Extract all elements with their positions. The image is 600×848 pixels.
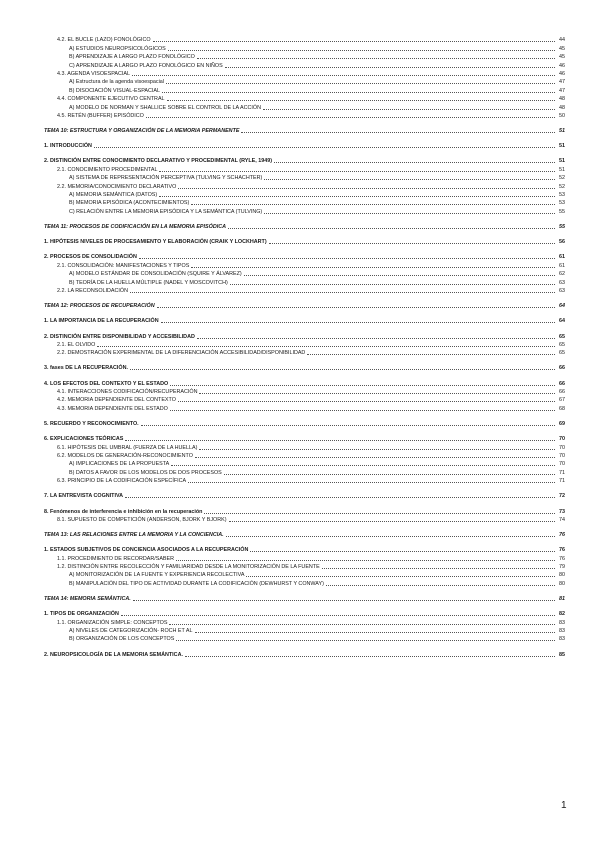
toc-entry-label: B) MANIPULACIÓN DEL TIPO DE ACTIVIDAD DURANTE LA CODIFICACIÓN (DEWHURST Y CONWAY) [69, 580, 324, 587]
dot-leader [176, 559, 555, 561]
toc-entry-label: TEMA 13: LAS RELACIONES ENTRE LA MEMORIA Y LA CONCIENCIA. [44, 532, 224, 539]
toc-entry-label: A) NIVELES DE CATEGORIZACIÓN- ROCH ET AL [69, 628, 193, 635]
toc-entry-page: 56 [559, 239, 565, 246]
dot-leader [133, 599, 555, 601]
toc-entry-label: 6. EXPLICACIONES TEÓRICAS [44, 436, 124, 443]
toc-entry[interactable] [44, 191, 565, 199]
dot-leader [166, 82, 555, 84]
toc-entry-page: 62 [559, 271, 565, 278]
toc-entry[interactable] [44, 70, 565, 78]
toc-entry-label: 4.3. MEMORIA DEPENDIENTE DEL ESTADO [57, 405, 168, 412]
toc-entry-label: 8.1. SUPUESTO DE COMPETICIÓN (ANDERSON, BJORK Y BJORK) [57, 516, 227, 523]
dot-leader [226, 535, 555, 537]
toc-entry-label: 2.2. LA RECONSOLIDACIÓN [57, 287, 128, 294]
toc-entry[interactable] [44, 492, 565, 500]
toc-chapter-entry[interactable] [44, 531, 565, 539]
toc-entry-label: C) APRENDIZAJE A LARGO PLAZO FONOLÓGICO EN NIÑOS [69, 62, 223, 69]
dot-leader [195, 631, 555, 633]
toc-entry[interactable] [44, 516, 565, 524]
toc-entry-label: B) DATOS A FAVOR DE LOS MODELOS DE DOS PROCESOS [69, 469, 222, 476]
toc-entry-label: B) DISOCIACIÓN VISUAL-ESPACIAL [69, 87, 160, 94]
toc-entry-label: A) MODELO ESTÁNDAR DE CONSOLIDACIÓN (SQUIRE Y ÁLVAREZ) [69, 271, 242, 278]
dot-leader [264, 178, 555, 180]
toc-entry[interactable] [44, 379, 565, 387]
toc-entry-page: 69 [559, 421, 565, 428]
toc-entry-label: 2.1. CONSOLIDACIÓN: MANIFESTACIONES Y TIPOS [57, 262, 190, 269]
dot-leader [171, 464, 555, 466]
toc-entry[interactable] [44, 452, 565, 460]
dot-leader [169, 623, 555, 625]
toc-entry[interactable] [44, 468, 565, 476]
toc-entry-label: 1.2. DISTINCIÓN ENTRE RECOLECCIÓN Y FAMILIARIDAD DESDE LA MONITORIZACIÓN DE LA FUENTE [57, 564, 320, 571]
toc-entry-label: 2. NEUROPSICOLOGÍA DE LA MEMORIA SEMÁNTICA. [44, 651, 183, 658]
dot-leader [230, 283, 555, 285]
toc-entry-page: 46 [559, 70, 565, 77]
toc-entry-page: 44 [559, 37, 565, 44]
toc-entry-label: B) ORGANIZACIÓN DE LOS CONCEPTOS [69, 636, 175, 643]
toc-entry-page: 51 [559, 143, 565, 150]
toc-entry[interactable] [44, 61, 565, 69]
toc-entry-page: 47 [559, 87, 565, 94]
toc-entry-page: 83 [559, 628, 565, 635]
dot-leader [224, 473, 555, 475]
toc-entry-page: 45 [559, 45, 565, 52]
dot-leader [199, 392, 555, 394]
toc-entry-page: 51 [559, 128, 565, 135]
toc-entry-label: 6.1. HIPÓTESIS DEL UMBRAL (FUERZA DE LA HUELLA) [57, 444, 198, 451]
dot-leader [176, 639, 555, 641]
dot-leader [125, 439, 555, 441]
toc-entry[interactable] [44, 563, 565, 571]
toc-entry-page: 79 [559, 564, 565, 571]
toc-entry-label: C) RELACIÓN ENTRE LA MEMORIA EPISÓDICA Y LA SEMÁNTICA (TULVING) [69, 208, 263, 215]
toc-entry-label: 2.1. EL OLVIDO [57, 341, 96, 348]
dot-leader [168, 49, 555, 51]
toc-entry-page: 82 [559, 611, 565, 618]
toc-entry-page: 70 [559, 461, 565, 468]
toc-entry[interactable] [44, 278, 565, 286]
toc-entry-page: 61 [559, 262, 565, 269]
toc-entry[interactable] [44, 610, 565, 618]
dot-leader [188, 481, 555, 483]
toc-entry-page: 72 [559, 493, 565, 500]
dot-leader [244, 274, 555, 276]
toc-entry-label: 4.2. MEMORIA DEPENDIENTE DEL CONTEXTO [57, 397, 176, 404]
dot-leader [269, 242, 555, 244]
toc-entry-label: 4.3. AGENDA VISOESPACIAL [57, 70, 131, 77]
toc-entry-page: 47 [559, 79, 565, 86]
dot-leader [264, 212, 555, 214]
dot-leader [191, 203, 555, 205]
toc-entry-page: 71 [559, 469, 565, 476]
dot-leader [157, 306, 555, 308]
toc-entry[interactable] [44, 253, 565, 261]
toc-entry-page: 67 [559, 397, 565, 404]
toc-entry-page: 50 [559, 112, 565, 119]
toc-entry[interactable] [44, 349, 565, 357]
toc-entry-page: 52 [559, 175, 565, 182]
toc-entry-page: 66 [559, 365, 565, 372]
dot-leader [241, 131, 555, 133]
toc-entry-label: 4.4. COMPONENTE EJECUTIVO CENTRAL [57, 96, 165, 103]
toc-chapter-entry[interactable] [44, 302, 565, 310]
toc-entry[interactable] [44, 95, 565, 103]
dot-leader [195, 456, 555, 458]
toc-chapter-entry[interactable] [44, 223, 565, 231]
toc-entry[interactable] [44, 435, 565, 443]
toc-entry[interactable] [44, 364, 565, 372]
toc-entry-label: TEMA 14: MEMORIA SEMÁNTICA. [44, 596, 131, 603]
toc-entry-page: 64 [559, 303, 565, 310]
page-number: 1 [561, 800, 567, 811]
toc-entry[interactable] [44, 78, 565, 86]
toc-entry-label: TEMA 12: PROCESOS DE RECUPERACIÓN [44, 303, 155, 310]
toc-entry-page: 85 [559, 651, 565, 658]
dot-leader [178, 400, 555, 402]
toc-entry-page: 51 [559, 158, 565, 165]
toc-entry[interactable] [44, 546, 565, 554]
toc-entry-page: 63 [559, 279, 565, 286]
dot-leader [191, 266, 555, 268]
toc-entry-page: 70 [559, 444, 565, 451]
toc-entry-page: 53 [559, 200, 565, 207]
dot-leader [246, 575, 555, 577]
toc-entry-label: 8. Fenómenos de interferencia e inhibición en la recuperación [44, 508, 203, 515]
dot-leader [197, 337, 555, 339]
dot-leader [132, 74, 555, 76]
dot-leader [121, 614, 555, 616]
table-of-contents [44, 36, 565, 659]
toc-entry-page: 51 [559, 166, 565, 173]
toc-entry-label: 6.2. MODELOS DE GENERACIÓN-RECONOCIMIENTO [57, 452, 193, 459]
dot-leader [167, 99, 555, 101]
toc-entry-page: 52 [559, 183, 565, 190]
toc-entry-label: 4.2. EL BUCLE (LAZO) FONOLÓGICO [57, 37, 151, 44]
toc-entry[interactable] [44, 341, 565, 349]
toc-entry[interactable] [44, 443, 565, 451]
toc-entry-label: 1.1. ORGANIZACIÓN SIMPLE: CONCEPTOS [57, 619, 168, 626]
toc-entry-label: A) SISTEMA DE REPRESENTACIÓN PERCEPTIVA (TULVING Y SCHACHTER) [69, 175, 263, 182]
toc-entry-label: 2.1. CONOCIMIENTO PROCEDIMENTAL [57, 166, 158, 173]
toc-entry-label: 1. LA IMPORTANCIA DE LA RECUPERACIÓN [44, 318, 159, 325]
toc-entry[interactable] [44, 142, 565, 150]
toc-entry-label: 1. TIPOS DE ORGANIZACIÓN [44, 611, 119, 618]
toc-entry-page: 66 [559, 380, 565, 387]
dot-leader [153, 40, 555, 42]
dot-leader [125, 496, 555, 498]
toc-entry-page: 48 [559, 96, 565, 103]
toc-entry-label: B) APRENDIZAJE A LARGO PLAZO FONOLÓGICO [69, 54, 195, 61]
toc-entry-page: 45 [559, 54, 565, 61]
toc-entry-label: 2. DISTINCIÓN ENTRE DISPONIBILIDAD Y ACCESIBILIDAD [44, 333, 195, 340]
toc-entry-page: 83 [559, 619, 565, 626]
toc-entry[interactable] [44, 388, 565, 396]
toc-entry[interactable] [44, 157, 565, 165]
dot-leader [170, 384, 555, 386]
toc-entry[interactable] [44, 36, 565, 44]
dot-leader [307, 353, 555, 355]
toc-entry[interactable] [44, 650, 565, 658]
toc-entry[interactable] [44, 460, 565, 468]
toc-entry-label: 1.1. PROCEDIMIENTO DE RECORDAR/SABER [57, 555, 175, 562]
toc-entry-label: 3. fases DE LA RECUPERACIÓN. [44, 365, 128, 372]
toc-entry[interactable] [44, 404, 565, 412]
toc-entry-label: TEMA 11: PROCESOS DE CODIFICACIÓN EN LA MEMORIA EPISÓDICA [44, 224, 226, 230]
dot-leader [250, 550, 555, 552]
toc-entry-label: 1. INTRODUCCIÓN [44, 143, 92, 150]
dot-leader [159, 195, 555, 197]
toc-entry-label: A) ESTUDIOS NEUROPSICOLÓGICOS [69, 45, 166, 52]
toc-entry-page: 61 [559, 254, 565, 261]
dot-leader [130, 291, 555, 293]
dot-leader [204, 512, 555, 514]
toc-entry-page: 74 [559, 516, 565, 523]
toc-entry[interactable] [44, 396, 565, 404]
dot-leader [326, 584, 555, 586]
dot-leader [146, 116, 555, 118]
toc-entry-page: 65 [559, 333, 565, 340]
toc-entry-page: 81 [559, 596, 565, 603]
toc-entry[interactable] [44, 103, 565, 111]
toc-entry-label: 7. LA ENTREVISTA COGNITIVA [44, 493, 124, 500]
toc-entry[interactable] [44, 86, 565, 94]
dot-leader [228, 227, 555, 229]
toc-entry-page: 68 [559, 405, 565, 412]
toc-entry[interactable] [44, 44, 565, 52]
dot-leader [162, 91, 555, 93]
dot-leader [178, 187, 555, 189]
toc-entry[interactable] [44, 332, 565, 340]
toc-entry[interactable] [44, 635, 565, 643]
toc-entry-label: 2. DISTINCIÓN ENTRE CONOCIMIENTO DECLARATIVO Y PROCEDIMENTAL (RYLE, 1949) [44, 158, 273, 165]
toc-entry[interactable] [44, 571, 565, 579]
toc-entry-page: 80 [559, 572, 565, 579]
toc-entry[interactable] [44, 287, 565, 295]
toc-entry-page: 70 [559, 436, 565, 443]
toc-entry[interactable] [44, 270, 565, 278]
toc-entry-label: A) MEMORIA SEMÁNTICA (DATOS) [69, 192, 158, 199]
dot-leader [229, 520, 555, 522]
toc-entry-page: 76 [559, 547, 565, 554]
toc-entry-label: TEMA 10: ESTRUCTURA Y ORGANIZACIÓN DE LA MEMORIA PERMANENTE [44, 128, 240, 135]
toc-entry-page: 48 [559, 104, 565, 111]
dot-leader [141, 424, 555, 426]
toc-entry-label: A) Estructura de la agenda visoespacial [69, 79, 164, 86]
toc-entry-label: 4.5. RETÉN (BUFFER) EPISÓDICO [57, 112, 144, 119]
toc-entry-label: 2.2. MEMORIA/CONOCIMIENTO DECLARATIVO [57, 183, 177, 190]
toc-entry-label: 4. LOS EFECTOS DEL CONTEXTO Y EL ESTADO [44, 380, 169, 387]
toc-entry-page: 76 [559, 555, 565, 562]
toc-entry[interactable] [44, 165, 565, 173]
toc-entry[interactable] [44, 174, 565, 182]
dot-leader [139, 257, 555, 259]
toc-entry-page: 73 [559, 508, 565, 515]
dot-leader [161, 321, 555, 323]
toc-entry-page: 70 [559, 452, 565, 459]
dot-leader [225, 66, 555, 68]
dot-leader [197, 57, 555, 59]
dot-leader [97, 345, 555, 347]
toc-entry[interactable] [44, 554, 565, 562]
toc-entry-page: 83 [559, 636, 565, 643]
toc-entry-label: 2. PROCESOS DE CONSOLIDACIÓN [44, 254, 137, 261]
toc-entry-page: 64 [559, 318, 565, 325]
toc-entry-page: 71 [559, 478, 565, 485]
toc-entry[interactable] [44, 261, 565, 269]
toc-entry[interactable] [44, 507, 565, 515]
toc-entry-page: 53 [559, 192, 565, 199]
toc-entry-label: 2.2. DEMOSTRACIÓN EXPERIMENTAL DE LA DIFERENCIACIÓN ACCESIBILIDAD/DISPONIBILIDAD [57, 350, 306, 357]
toc-entry-page: 65 [559, 350, 565, 357]
toc-chapter-entry[interactable] [44, 595, 565, 603]
toc-entry-page: 55 [559, 208, 565, 215]
toc-entry[interactable] [44, 207, 565, 215]
toc-entry[interactable] [44, 618, 565, 626]
dot-leader [263, 108, 555, 110]
toc-entry-label: 1. HIPÓTESIS NIVELES DE PROCESAMIENTO Y ELABORACIÓN (CRAIK Y LOCKHART) [44, 239, 267, 246]
dot-leader [322, 567, 555, 569]
toc-entry[interactable] [44, 627, 565, 635]
dot-leader [94, 146, 555, 148]
toc-entry-label: 1. ESTADOS SUBJETIVOS DE CONCIENCIA ASOCIADOS A LA RECUPERACIÓN [44, 547, 249, 554]
toc-entry[interactable] [44, 182, 565, 190]
toc-entry-page: 66 [559, 389, 565, 396]
toc-entry[interactable] [44, 317, 565, 325]
toc-entry[interactable] [44, 53, 565, 61]
toc-entry-page: 55 [559, 224, 565, 230]
dot-leader [274, 161, 555, 163]
toc-entry[interactable] [44, 199, 565, 207]
toc-entry-page: 65 [559, 341, 565, 348]
toc-entry-label: 4.1. INTERACCIONES CODIFICACIÓN/RECUPERACIÓN [57, 389, 198, 396]
dot-leader [159, 170, 555, 172]
dot-leader [130, 368, 555, 370]
toc-entry-page: 76 [559, 532, 565, 539]
toc-entry-label: B) TEORÍA DE LA HUELLA MÚLTIPLE (NADEL Y MOSCOVITCH) [69, 279, 228, 286]
toc-entry-label: 6.3. PRINCIPIO DE LA CODIFICACIÓN ESPECÍFICA [57, 478, 187, 485]
toc-entry-page: 80 [559, 580, 565, 587]
toc-entry[interactable] [44, 238, 565, 246]
toc-entry-page: 46 [559, 62, 565, 69]
toc-entry-label: A) MODELO DE NORMAN Y SHALLICE SOBRE EL CONTROL DE LA ACCIÓN [69, 104, 262, 111]
toc-entry-page: 63 [559, 287, 565, 294]
toc-entry-label: 5. RECUERDO Y RECONOCIMIENTO. [44, 421, 139, 428]
toc-entry[interactable] [44, 579, 565, 587]
dot-leader [199, 448, 555, 450]
dot-leader [170, 409, 555, 411]
toc-entry[interactable] [44, 112, 565, 120]
toc-entry[interactable] [44, 477, 565, 485]
toc-chapter-entry[interactable] [44, 127, 565, 135]
toc-entry-label: B) MEMORIA EPISÓDICA (ACONTECIMIENTOS) [69, 200, 190, 207]
dot-leader [185, 655, 555, 657]
toc-entry-label: A) MONITORIZACIÓN DE LA FUENTE Y EXPERIENCIA RECOLECTIVA [69, 572, 245, 579]
toc-entry[interactable] [44, 420, 565, 428]
toc-entry-label: A) IMPLICACIONES DE LA PROPUESTA [69, 461, 170, 468]
